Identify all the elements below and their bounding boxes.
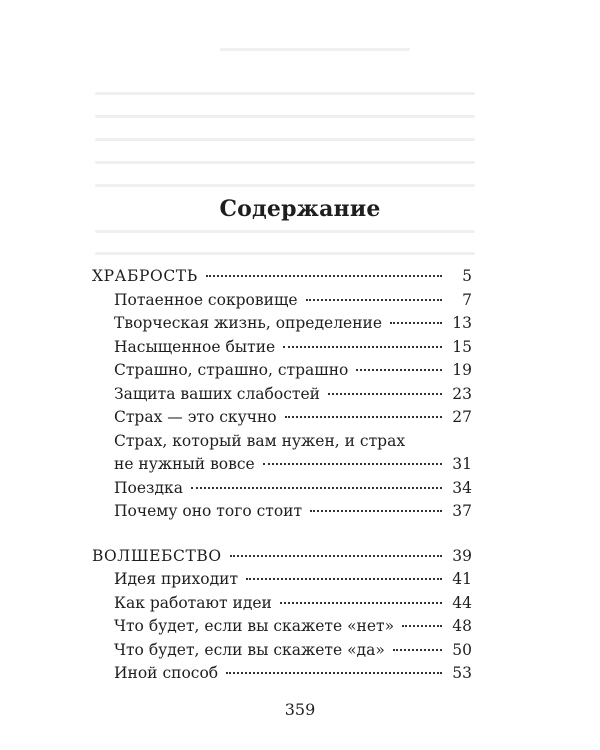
toc-page-number: 31 [452,455,472,473]
toc-item-label: Страх, который вам нужен, и страх [114,431,406,450]
dot-leader [402,625,442,627]
toc-item[interactable] [92,639,472,663]
toc-item-label: Поездка [114,478,183,497]
dot-leader [310,510,442,512]
toc-item-label: Творческая жизнь, определение [114,314,383,332]
toc-item-label: Что будет, если вы скажете «нет» [114,617,395,635]
show-through-line [95,92,475,95]
toc-page-number: 23 [452,384,472,403]
toc-item-label: Потаенное сокровище [114,290,298,309]
toc-item-label: Как работают идеи [114,593,272,612]
toc-item[interactable] [92,500,472,524]
show-through-line [95,138,475,141]
toc-page-number: 53 [452,664,472,682]
toc-item[interactable] [92,568,472,592]
show-through-line [95,115,475,118]
toc-item[interactable] [92,662,472,686]
toc-item[interactable] [92,615,472,639]
toc-item-label: Идея приходит [114,570,239,588]
toc-item-label: Что будет, если вы скажете «да» [114,640,385,659]
toc-section-label: ХРАБРОСТЬ [92,267,198,285]
toc-item[interactable] [92,406,472,430]
table-of-contents [92,265,472,707]
show-through-line [95,230,475,233]
show-through-line [95,252,475,255]
toc-item[interactable] [92,477,472,501]
page-title: Содержание [219,196,381,222]
toc-item[interactable] [92,359,472,383]
toc-item[interactable] [92,289,472,313]
toc-page-number: 13 [452,314,472,332]
toc-item-label: Защита ваших слабостей [114,384,320,403]
toc-section-row[interactable] [92,545,472,569]
dot-leader [226,672,442,674]
toc-page-number: 7 [462,290,472,309]
toc-item-label: Почему оно того стоит [114,502,303,520]
toc-item[interactable] [92,312,472,336]
toc-item-label-continuation: не нужный вовсе [114,455,255,473]
toc-page-number: 39 [452,546,472,565]
toc-item[interactable] [92,383,472,407]
toc-page-number: 48 [452,617,472,635]
toc-section [92,265,472,524]
dot-leader [390,322,442,324]
toc-page-number: 27 [452,408,472,426]
dot-leader [230,555,442,557]
dot-leader [328,393,442,395]
toc-page-number: 5 [462,267,472,285]
toc-section [92,545,472,686]
dot-leader [280,602,442,604]
show-through-line [95,161,475,164]
toc-item-label: Страшно, страшно, страшно [114,361,349,379]
dot-leader [393,649,442,651]
toc-page-number: 50 [452,640,472,659]
toc-item-label: Насыщенное бытие [114,337,276,356]
toc-section-label: ВОЛШЕБСТВО [92,546,222,565]
toc-item[interactable] [92,453,472,477]
toc-page-number: 41 [452,570,472,588]
show-through-line [220,48,410,51]
page-number: 359 [284,700,316,719]
dot-leader [246,578,442,580]
toc-item[interactable] [92,592,472,616]
toc-item-label: Иной способ [114,664,219,682]
toc-item-label: Страх — это скучно [114,408,277,426]
toc-item[interactable] [92,336,472,360]
dot-leader [191,487,442,489]
dot-leader [263,463,442,465]
dot-leader [283,346,442,348]
toc-page-number: 19 [452,361,472,379]
dot-leader [306,299,442,301]
dot-leader [206,275,442,277]
toc-page-number: 44 [452,593,472,612]
dot-leader [285,416,442,418]
dot-leader [356,369,442,371]
toc-page-number: 15 [452,337,472,356]
toc-item-wrapped-first-line[interactable] [92,430,472,454]
toc-section-row[interactable] [92,265,472,289]
show-through-line [95,184,475,187]
toc-page-number: 34 [452,478,472,497]
toc-page-number: 37 [452,502,472,520]
